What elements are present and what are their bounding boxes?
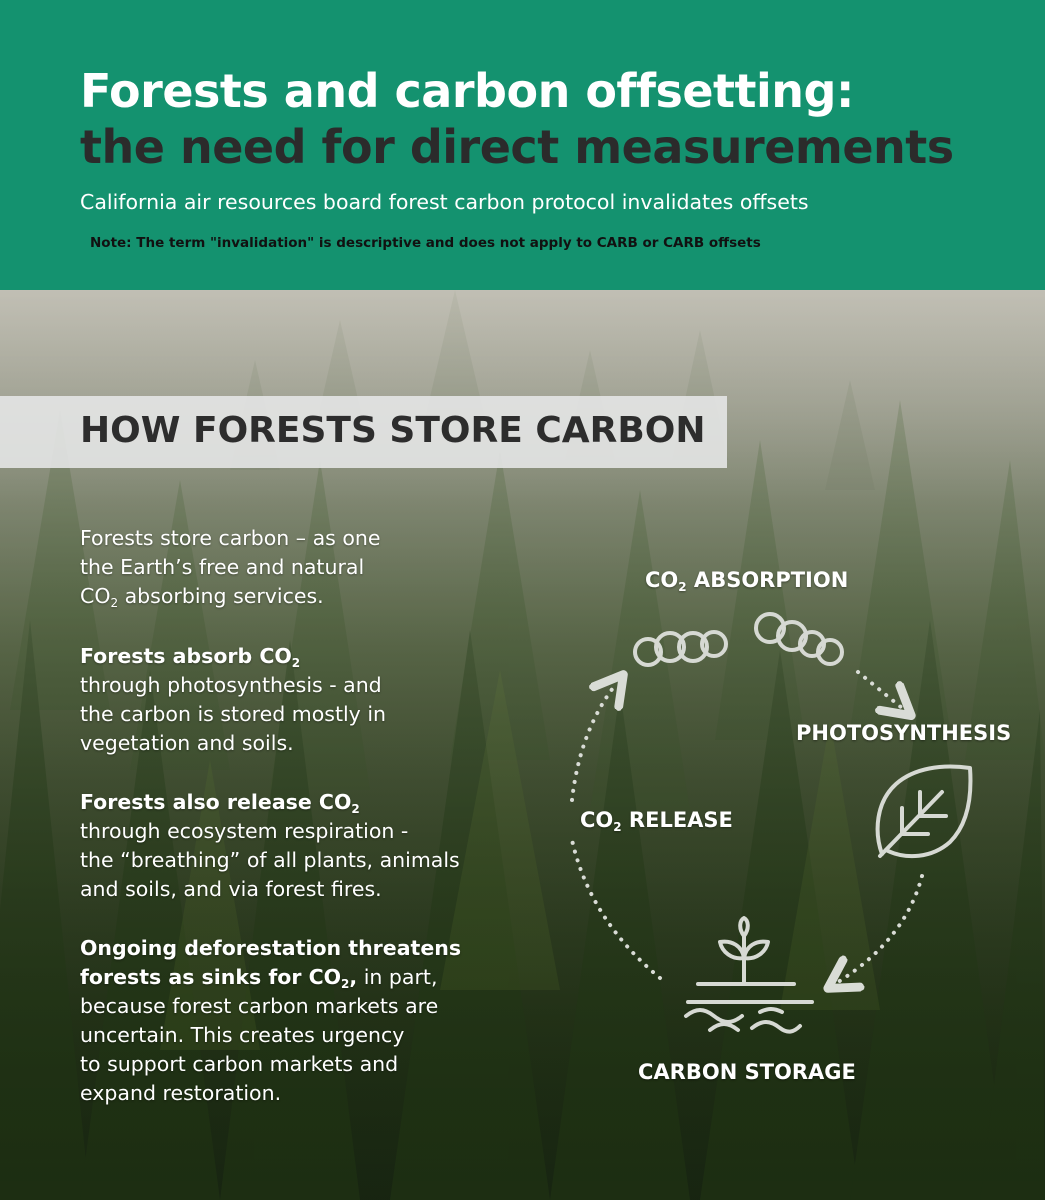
deforestation-subscript: 2 xyxy=(341,977,350,991)
photosynthesis-label: PHOTOSYNTHESIS xyxy=(796,721,1012,745)
release-line-3: the “breathing” of all plants, animals xyxy=(80,848,460,872)
intro-line-1: Forests store carbon – as one xyxy=(80,526,381,550)
deforestation-line-4: uncertain. This creates urgency xyxy=(80,1023,405,1047)
absorption-co-text: CO xyxy=(645,568,679,592)
release-heading-subscript: 2 xyxy=(351,802,360,816)
section-heading: HOW FORESTS STORE CARBON xyxy=(80,410,706,451)
leaf-icon xyxy=(872,762,976,860)
carbon-storage-label: CARBON STORAGE xyxy=(638,1060,856,1084)
absorption-subscript: 2 xyxy=(678,580,687,594)
absorb-heading xyxy=(80,642,520,671)
title-line-2: the need for direct measurements xyxy=(80,120,954,174)
co2-clouds-icon xyxy=(630,622,730,672)
co2-molecule-icon xyxy=(750,608,845,670)
absorb-heading-subscript: 2 xyxy=(291,656,301,670)
release-subscript: 2 xyxy=(613,820,622,834)
release-co-text: CO xyxy=(580,808,614,832)
absorb-line-4: vegetation and soils. xyxy=(80,731,294,755)
deforestation-line-6: expand restoration. xyxy=(80,1081,282,1105)
intro-paragraph xyxy=(80,524,520,611)
absorb-line-2: through photosynthesis - and xyxy=(80,673,382,697)
co2-absorption-label xyxy=(645,568,848,592)
deforestation-heading-2: forests as sinks for CO xyxy=(80,965,342,989)
release-paragraph xyxy=(80,788,520,904)
disclaimer-note: Note: The term "invalidation" is descriptive and does not apply to CARB or CARB offsets xyxy=(90,235,761,251)
intro-line-3 xyxy=(80,582,520,611)
absorb-paragraph xyxy=(80,642,520,758)
release-heading-text: Forests also release CO xyxy=(80,790,352,814)
co2-release-label xyxy=(580,808,733,832)
sprout-soil-icon xyxy=(682,916,816,1034)
intro-line-2: the Earth’s free and natural xyxy=(80,555,365,579)
deforestation-line-5: to support carbon markets and xyxy=(80,1052,399,1076)
deforestation-line-3: because forest carbon markets are xyxy=(80,994,439,1018)
deforestation-heading-1: Ongoing deforestation threatens xyxy=(80,936,462,960)
release-text: RELEASE xyxy=(621,808,733,832)
subtitle: California air resources board forest carbon protocol invalidates offsets xyxy=(80,190,809,214)
deforestation-paragraph xyxy=(80,934,520,1108)
release-heading xyxy=(80,788,520,817)
deforestation-line-2 xyxy=(80,963,520,992)
deforestation-line-2-rest: in part, xyxy=(357,965,438,989)
release-line-2: through ecosystem respiration - xyxy=(80,819,409,843)
deforestation-line-1 xyxy=(80,934,520,963)
absorption-text: ABSORPTION xyxy=(686,568,849,592)
deforestation-comma: , xyxy=(349,965,358,989)
intro-line-3-rest: absorbing services. xyxy=(118,584,324,608)
absorb-heading-text: Forests absorb CO xyxy=(80,644,292,668)
absorb-line-3: the carbon is stored mostly in xyxy=(80,702,387,726)
title-line-1: Forests and carbon offsetting: xyxy=(80,64,854,118)
intro-subscript: 2 xyxy=(110,596,119,610)
intro-co-text: CO xyxy=(80,584,111,608)
release-line-4: and soils, and via forest fires. xyxy=(80,877,382,901)
header-banner xyxy=(0,0,1045,290)
